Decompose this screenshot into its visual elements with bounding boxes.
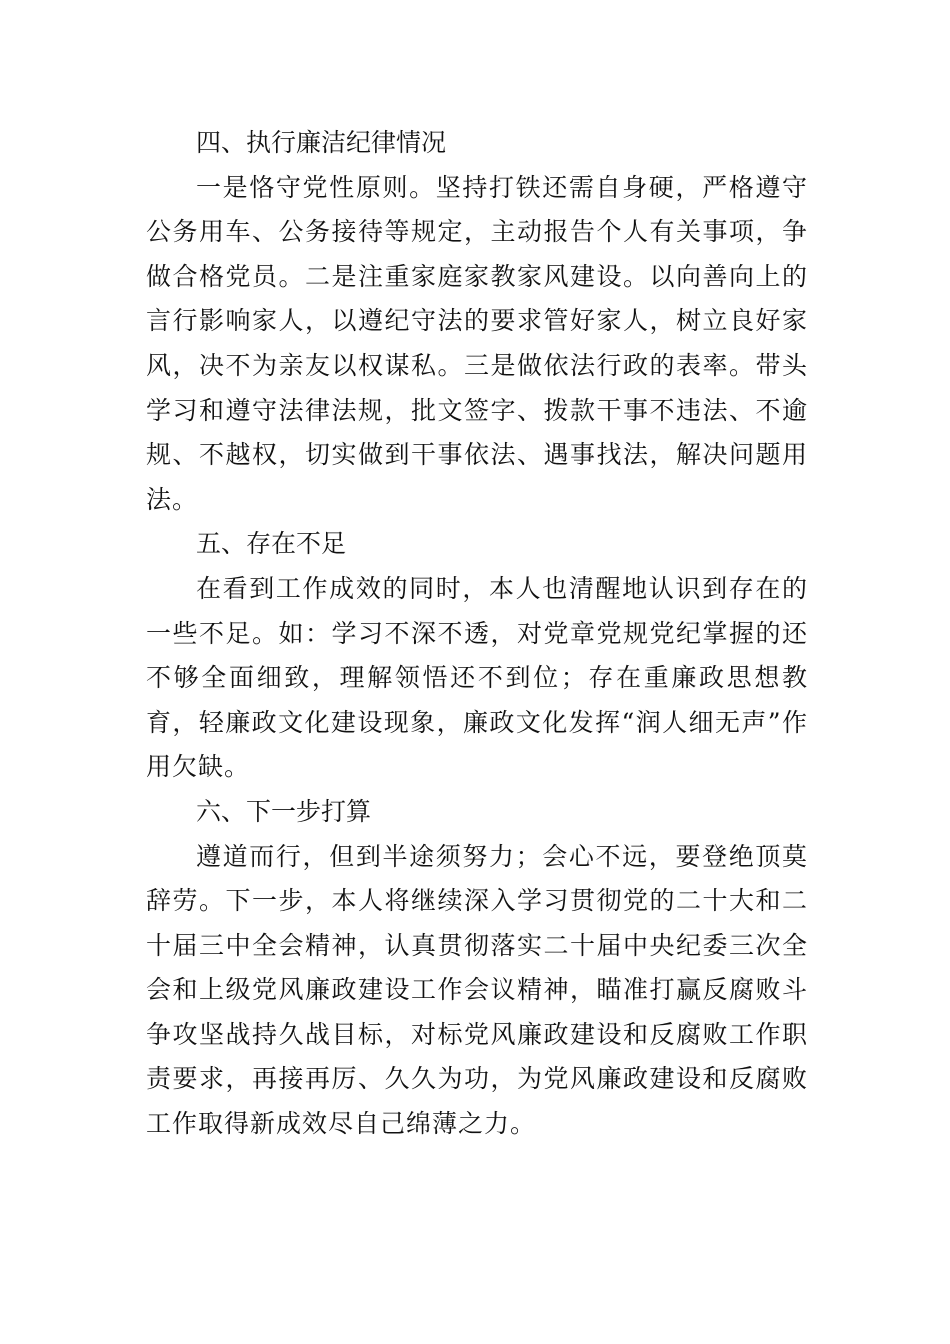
document-body <box>146 121 808 1147</box>
section-paragraph-discipline: 一是恪守党性原则。坚持打铁还需自身硬，严格遵守公务用车、公务接待等规定，主动报告个人有关事项，争做合格党员。二是注重家庭家教家风建设。以向善向上的言行影响家人，以遵纪守法的要求管好家人，树立良好家风，决不为亲友以权谋私。三是做依法行政的表率。带头学习和遵守法律法规，批文签字、拨款干事不违法、不逾规、不越权，切实做到干事依法、遇事找法，解决问题用法。 <box>146 172 808 514</box>
section-paragraph-shortcomings: 在看到工作成效的同时，本人也清醒地认识到存在的一些不足。如：学习不深不透，对党章党规党纪掌握的还不够全面细致，理解领悟还不到位；存在重廉政思想教育，轻廉政文化建设现象，廉政文化发挥“润人细无声”作用欠缺。 <box>146 573 808 782</box>
section-paragraph-next-steps: 遵道而行，但到半途须努力；会心不远，要登绝顶莫辞劳。下一步，本人将继续深入学习贯彻党的二十大和二十届三中全会精神，认真贯彻落实二十届中央纪委三次全会和上级党风廉政建设工作会议精神，瞄准打赢反腐败斗争攻坚战持久战目标，对标党风廉政建设和反腐败工作职责要求，再接再厉、久久为功，为党风廉政建设和反腐败工作取得新成效尽自己绵薄之力。 <box>146 841 808 1139</box>
section-heading-discipline: 四、执行廉洁纪律情况 <box>196 128 447 157</box>
section-heading-next-steps: 六、下一步打算 <box>196 796 372 826</box>
section-heading-shortcomings: 五、存在不足 <box>196 529 347 559</box>
